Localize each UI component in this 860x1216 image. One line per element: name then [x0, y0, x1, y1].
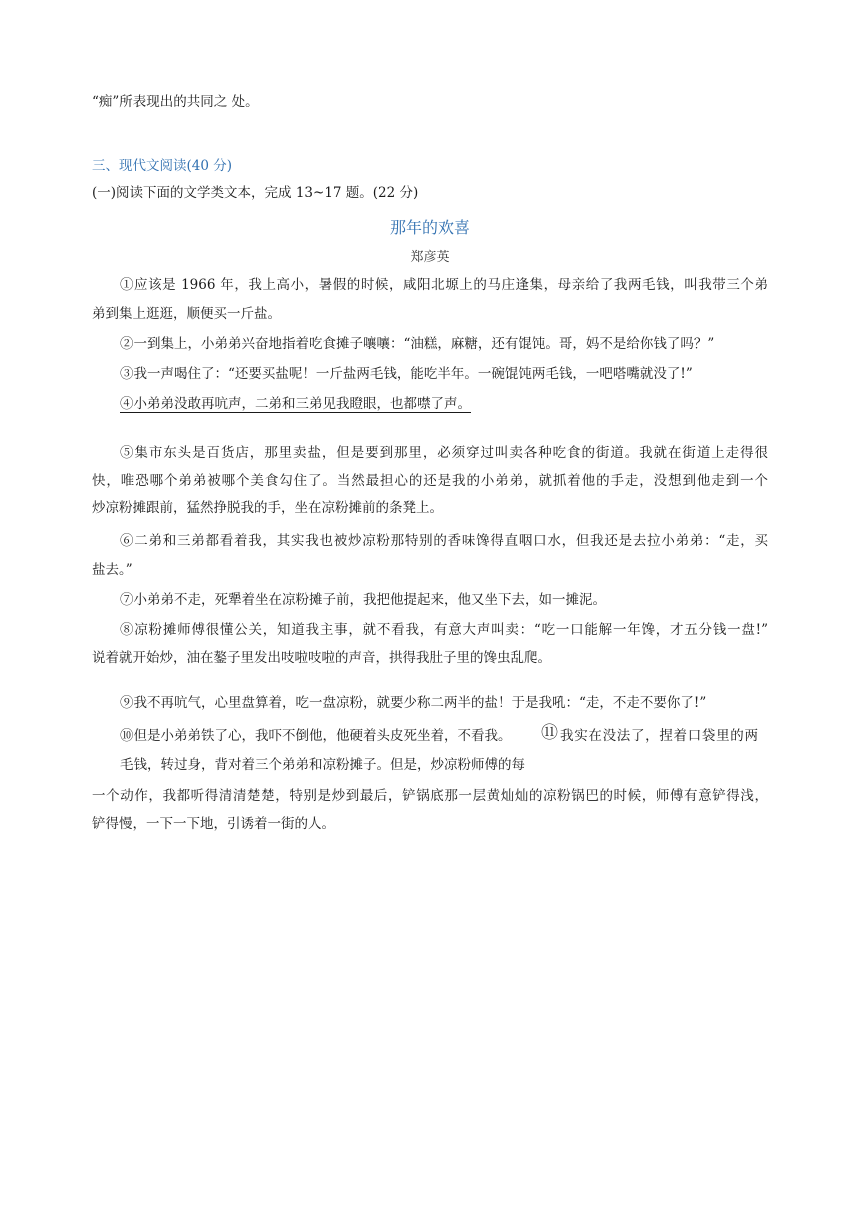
- paragraph-11-line-2: 毛钱，转过身，背对着三个弟弟和凉粉摊子。但是，炒凉粉师傅的每: [120, 757, 525, 773]
- section-heading: 三、现代文阅读(40 分): [92, 158, 233, 174]
- paragraph-2: ②一到集上，小弟弟兴奋地指着吃食摊子嚷嚷：“油糕，麻糖，还有馄饨。哥，妈不是给你钱了吗？”: [120, 336, 715, 352]
- paragraph-6-line-2: 盐去。”: [92, 562, 133, 578]
- paragraph-5-line-3: 炒凉粉摊跟前，猛然挣脱我的手，坐在凉粉摊前的条凳上。: [92, 500, 443, 516]
- paragraph-1-line-2: 弟到集上逛逛，顺便买一斤盐。: [92, 306, 281, 322]
- article-title: 那年的欢喜: [389, 218, 470, 237]
- paragraph-11-line-1: 我实在没法了，捏着口袋里的两: [560, 728, 758, 744]
- paragraph-8-line-2: 说着就开始炒，油在鏊子里发出吱啦吱啦的声音，拱得我肚子里的馋虫乱爬。: [92, 650, 551, 666]
- section-instruction: (一)阅读下面的文学类文本，完成 13~17 题。(22 分): [92, 185, 419, 201]
- paragraph-3: ③我一声喝住了：“还要买盐呢！一斤盐两毛钱，能吃半年。一碗馄饨两毛钱，一吧嗒嘴就没了!”: [120, 366, 693, 382]
- paragraph-11-line-3: 一个动作，我都听得清清楚楚，特别是炒到最后，铲锅底那一层黄灿灿的凉粉锅巴的时候，师傅有意铲得浅，: [92, 788, 768, 804]
- article-author: 郑彦英: [410, 250, 450, 265]
- paragraph-11-line-4: 铲得慢，一下一下地，引诱着一街的人。: [92, 816, 335, 832]
- paragraph-5-line-1: ⑤集市东头是百货店，那里卖盐，但是要到那里，必须穿过叫卖各种吃食的街道。我就在街道上走得很: [120, 445, 768, 461]
- paragraph-8-line-1: ⑧凉粉摊师傅很懂公关，知道我主事，就不看我，有意大声叫卖：“吃一口能解一年馋，才五分钱一盘!”: [120, 622, 768, 638]
- paragraph-10: ⑩但是小弟弟铁了心，我吓不倒他，他硬着头皮死坐着，不看我。: [120, 728, 512, 744]
- paragraph-9: ⑨我不再吭气，心里盘算着，吃一盘凉粉，就要少称二两半的盐！于是我吼：“走，不走不要你了!”: [120, 695, 707, 711]
- paragraph-1-line-1: ①应该是 1966 年，我上高小，暑假的时候，咸阳北塬上的马庄逢集，母亲给了我两毛钱，叫我带三个弟: [120, 277, 768, 293]
- paragraph-4-underlined: ④小弟弟没敢再吭声，二弟和三弟见我瞪眼，也都噤了声。: [120, 396, 471, 412]
- paragraph-6-line-1: ⑥二弟和三弟都看着我，其实我也被炒凉粉那特别的香味馋得直咽口水，但我还是去拉小弟弟：“走，买: [120, 533, 768, 549]
- paragraph-7: ⑦小弟弟不走，死犟着坐在凉粉摊子前，我把他提起来，他又坐下去，如一摊泥。: [120, 592, 606, 608]
- paragraph-5-line-2: 快，唯恐哪个弟弟被哪个美食勾住了。当然最担心的还是我的小弟弟，就抓着他的手走，没想到他走到一个: [92, 473, 768, 489]
- previous-question-tail: “痴”所表现出的共同之 处。: [92, 94, 259, 110]
- paragraph-11-number: ⑪: [541, 723, 558, 743]
